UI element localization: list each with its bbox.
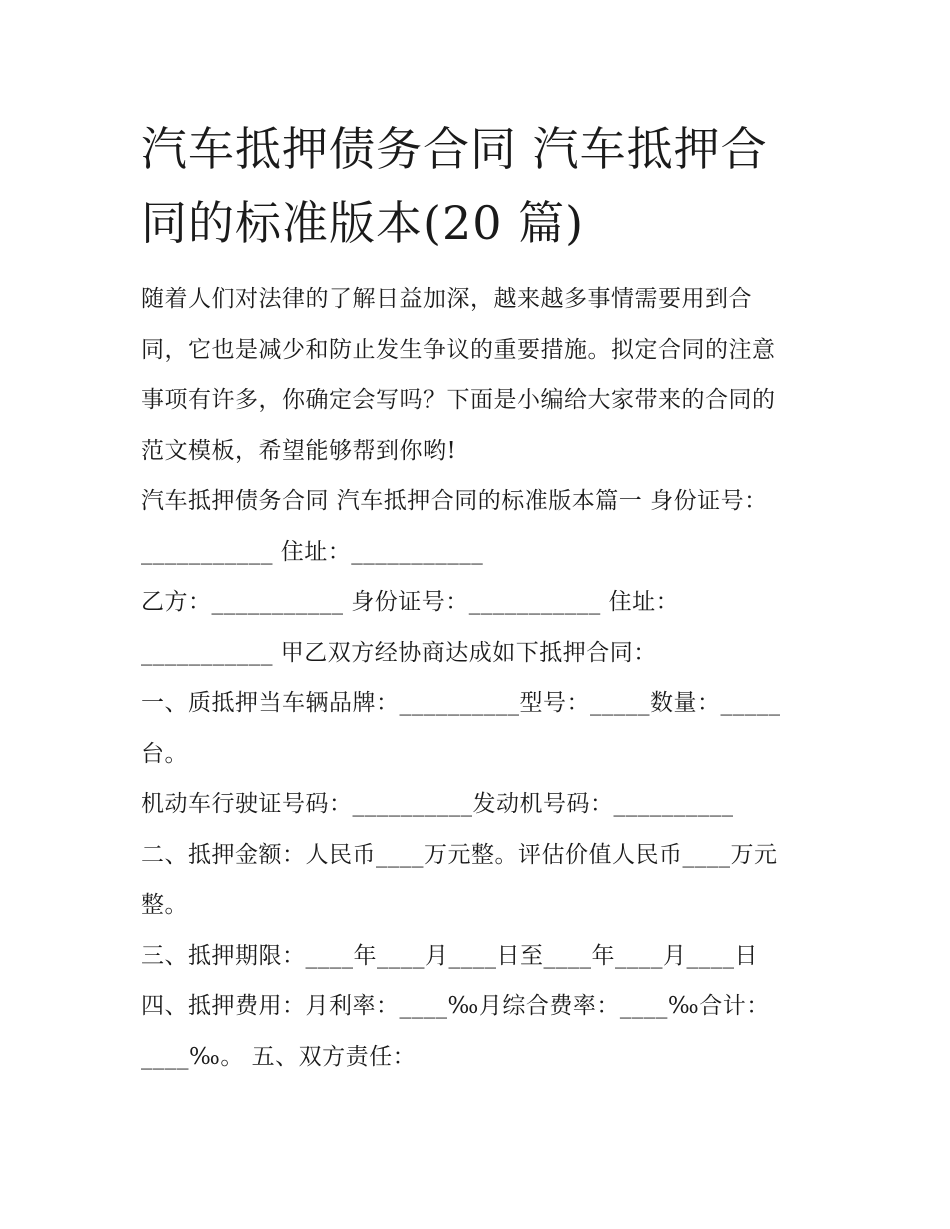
intro-paragraph: 随着人们对法律的了解日益加深，越来越多事情需要用到合 同，它也是减少和防止发生争议的重要措施。拟定合同的注意 事项有许多，你确定会写吗？下面是小编给大家带来的合同的 范文模板，希望能够帮到你哟! (141, 286, 776, 464)
document-body (141, 274, 821, 1082)
clause-vehicle: 一、质抵押当车辆品牌：__________型号：_____数量：_____ 台。 (141, 690, 781, 767)
clause-amount: 二、抵押金额：人民币____万元整。评估价值人民币____万元 整。 (141, 841, 778, 918)
clause-fees: 四、抵押费用：月利率：____‰月综合费率：____‰合计： ____‰。 五、双方责任： (141, 993, 770, 1070)
document-title: 汽车抵押债务合同 汽车抵押合 同的标准版本(20 篇) (141, 122, 768, 250)
party-b-line: 乙方：___________ 身份证号：___________ 住址： ___________ 甲乙双方经协商达成如下抵押合同： (141, 589, 680, 666)
clause-license: 机动车行驶证号码：__________发动机号码：__________ (141, 791, 734, 817)
party-a-line: 汽车抵押债务合同 汽车抵押合同的标准版本篇一 身份证号： ___________ 住址：___________ (141, 488, 768, 565)
clause-term: 三、抵押期限：____年____月____日至____年____月____日 (141, 942, 758, 969)
document-page (141, 112, 821, 1082)
